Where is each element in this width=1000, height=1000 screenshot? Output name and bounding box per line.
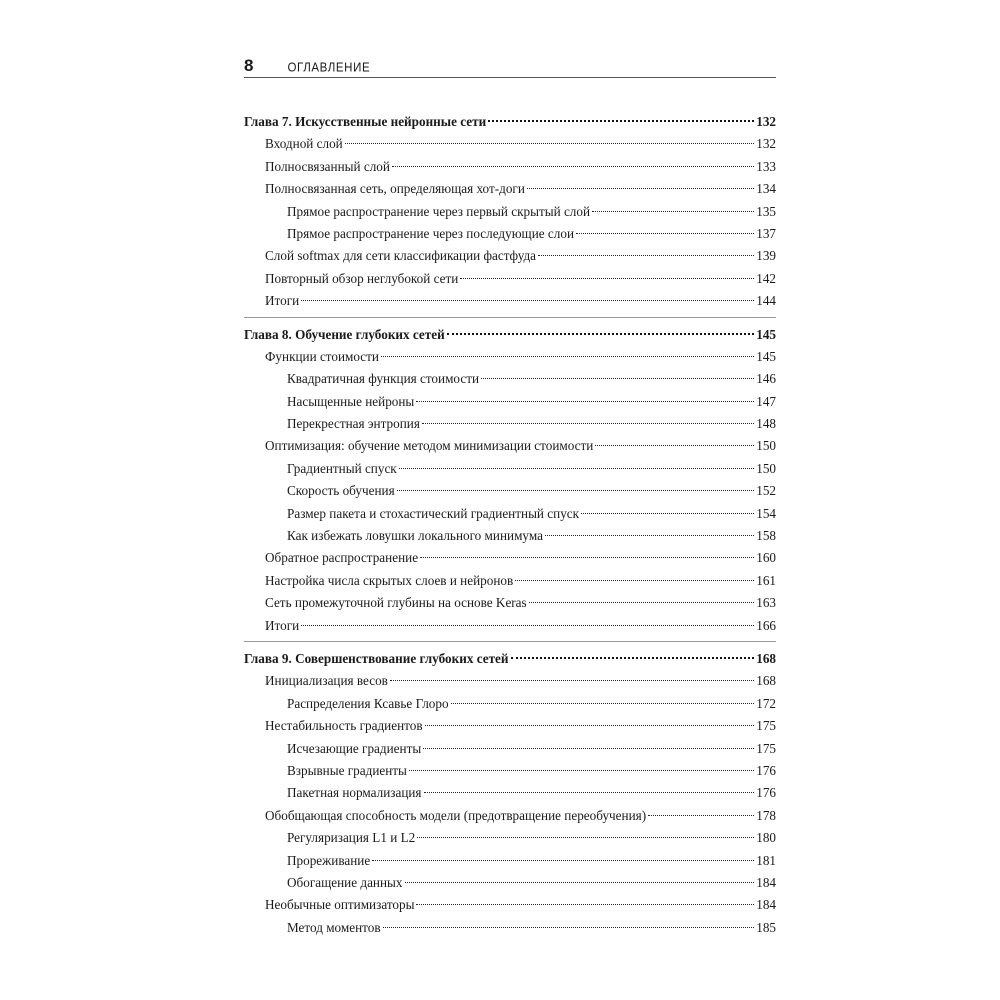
- toc-subsection-title: Перекрестная энтропия: [287, 416, 420, 432]
- toc-subsection-page: 146: [756, 371, 776, 387]
- dot-leader: [399, 468, 755, 469]
- dot-leader: [576, 233, 754, 234]
- dot-leader: [648, 815, 754, 816]
- toc-section-page: 133: [756, 158, 776, 174]
- dot-leader: [409, 770, 754, 771]
- toc-subsection: [244, 738, 776, 760]
- toc-subsection-title: Градиентный спуск: [287, 460, 397, 476]
- dot-leader: [527, 188, 754, 189]
- toc-section-title: Итоги: [265, 617, 300, 633]
- toc-subsection: [244, 223, 776, 245]
- toc-section-page: 184: [756, 897, 776, 913]
- toc-subsection: [244, 368, 776, 390]
- dot-leader: [345, 143, 754, 144]
- toc-section-title: Сеть промежуточной глубины на основе Keras: [265, 595, 527, 611]
- toc-section: [244, 894, 776, 916]
- toc-subsection-page: 180: [756, 830, 776, 846]
- toc-subsection-title: Распределения Ксавье Глоро: [287, 695, 449, 711]
- toc-section-title: Полносвязанный слой: [265, 158, 390, 174]
- dot-leader: [488, 120, 754, 122]
- dot-leader: [581, 513, 754, 514]
- toc-section-title: Инициализация весов: [265, 673, 388, 689]
- toc-subsection-title: Насыщенные нейроны: [287, 393, 415, 409]
- toc-section-title: Полносвязанная сеть, определяющая хот-доги: [265, 181, 525, 197]
- toc-section-page: 144: [756, 293, 776, 309]
- dot-leader: [390, 680, 754, 681]
- dot-leader: [301, 625, 754, 626]
- dot-leader: [405, 882, 755, 883]
- toc-subsection-page: 184: [756, 874, 776, 890]
- toc-section: [244, 592, 776, 614]
- chapter-heading-page: 145: [756, 326, 776, 342]
- toc-section-title: Входной слой: [265, 136, 343, 152]
- toc-section: [244, 715, 776, 737]
- chapter-heading-page: 168: [756, 650, 776, 666]
- toc-subsection-title: Обогащение данных: [287, 874, 403, 890]
- toc-section: [244, 290, 776, 312]
- toc-subsection-title: Прореживание: [287, 852, 371, 868]
- toc-section: [244, 435, 776, 457]
- toc-subsection: [244, 827, 776, 849]
- toc-subsection-page: 176: [756, 785, 776, 801]
- running-header: [244, 56, 776, 76]
- page-number: 8: [244, 56, 254, 75]
- dot-leader: [529, 602, 755, 603]
- toc-subsection: [244, 782, 776, 804]
- dot-leader: [538, 255, 754, 256]
- dot-leader: [383, 927, 755, 928]
- toc-section-page: 134: [756, 181, 776, 197]
- dot-leader: [511, 657, 755, 659]
- toc-section-title: Настройка числа скрытых слоев и нейронов: [265, 572, 514, 588]
- toc-subsection: [244, 917, 776, 939]
- toc-subsection: [244, 201, 776, 223]
- chapter-heading-title: Глава 7. Искусственные нейронные сети: [244, 114, 487, 129]
- dot-leader: [422, 423, 754, 424]
- toc-subsection: [244, 525, 776, 547]
- toc-subsection-title: Прямое распространение через последующие слои: [287, 225, 575, 241]
- dot-leader: [592, 211, 754, 212]
- toc-subsection-page: 175: [756, 740, 776, 756]
- toc-section-title: Нестабильность градиентов: [265, 718, 423, 734]
- chapter-heading-title: Глава 8. Обучение глубоких сетей: [244, 326, 445, 342]
- toc-section: [244, 547, 776, 569]
- dot-leader: [425, 725, 755, 726]
- dot-leader: [424, 792, 755, 793]
- toc-section-title: Оптимизация: обучение методом минимизации стоимости: [265, 438, 594, 454]
- toc-subsection: [244, 760, 776, 782]
- toc-section-page: 132: [756, 136, 776, 152]
- toc-subsection-page: 176: [756, 762, 776, 778]
- dot-leader: [481, 378, 754, 379]
- dot-leader: [423, 748, 754, 749]
- toc-subsection: [244, 503, 776, 525]
- toc-subsection: [244, 480, 776, 502]
- dot-leader: [416, 904, 754, 905]
- toc-section: [244, 268, 776, 290]
- table-of-contents: [244, 111, 776, 939]
- dot-leader: [595, 445, 754, 446]
- toc-subsection-page: 147: [756, 393, 776, 409]
- toc-subsection-title: Квадратичная функция стоимости: [287, 371, 480, 387]
- toc-section: [244, 805, 776, 827]
- toc-section: [244, 245, 776, 267]
- toc-subsection-title: Регуляризация L1 и L2: [287, 830, 416, 846]
- toc-section-page: 142: [756, 270, 776, 286]
- toc-subsection-title: Исчезающие градиенты: [287, 740, 422, 756]
- dot-leader: [460, 278, 754, 279]
- toc-section-title: Обратное распространение: [265, 550, 419, 566]
- chapter-heading-title: Глава 9. Совершенствование глубоких сетей: [244, 650, 509, 666]
- dot-leader: [451, 703, 755, 704]
- toc-subsection: [244, 458, 776, 480]
- running-title: ОГЛАВЛЕНИЕ: [287, 61, 371, 75]
- dot-leader: [515, 580, 754, 581]
- toc-section: [244, 670, 776, 692]
- toc-subsection-title: Прямое распространение через первый скрытый слой: [287, 203, 591, 219]
- toc-section-page: 145: [756, 348, 776, 364]
- dot-leader: [381, 356, 754, 357]
- toc-section-title: Слой softmax для сети классификации фастфуда: [265, 248, 537, 264]
- toc-section-title: Необычные оптимизаторы: [265, 897, 415, 913]
- toc-subsection-title: Размер пакета и стохастический градиентный спуск: [287, 505, 580, 521]
- chapter-heading: [244, 648, 776, 670]
- toc-subsection-title: Скорость обучения: [287, 483, 395, 499]
- toc-section-page: 161: [756, 572, 776, 588]
- chapter-heading-page: 132: [756, 114, 776, 129]
- toc-section-title: Функции стоимости: [265, 348, 379, 364]
- toc-subsection-title: Как избежать ловушки локального минимума: [287, 528, 543, 544]
- toc-subsection: [244, 850, 776, 872]
- toc-section: [244, 346, 776, 368]
- dot-leader: [392, 166, 754, 167]
- dot-leader: [447, 333, 755, 335]
- toc-section-page: 163: [756, 595, 776, 611]
- toc-section-title: Обобщающая способность модели (предотвращение переобучения): [265, 807, 647, 823]
- toc-section-page: 166: [756, 617, 776, 633]
- toc-section-page: 139: [756, 248, 776, 264]
- toc-section-page: 168: [756, 673, 776, 689]
- toc-section-page: 150: [756, 438, 776, 454]
- toc-section-page: 178: [756, 807, 776, 823]
- toc-subsection-title: Метод моментов: [287, 919, 381, 935]
- chapter-heading: [244, 324, 776, 346]
- toc-subsection-page: 150: [756, 460, 776, 476]
- toc-subsection: [244, 391, 776, 413]
- toc-subsection-page: 185: [756, 919, 776, 935]
- toc-section: [244, 178, 776, 200]
- dot-leader: [372, 860, 754, 861]
- toc-subsection-page: 181: [756, 852, 776, 868]
- dot-leader: [545, 535, 754, 536]
- dot-leader: [417, 837, 754, 838]
- toc-subsection-page: 137: [756, 225, 776, 241]
- toc-section: [244, 615, 776, 637]
- toc-section: [244, 156, 776, 178]
- toc-subsection-page: 158: [756, 528, 776, 544]
- toc-subsection-page: 148: [756, 416, 776, 432]
- toc-section-page: 175: [756, 718, 776, 734]
- toc-subsection-title: Взрывные градиенты: [287, 762, 407, 778]
- dot-leader: [397, 490, 755, 491]
- dot-leader: [420, 557, 754, 558]
- chapter-heading: [244, 111, 776, 133]
- toc-subsection-page: 152: [756, 483, 776, 499]
- toc-subsection-page: 135: [756, 203, 776, 219]
- dot-leader: [416, 401, 754, 402]
- toc-section-title: Повторный обзор неглубокой сети: [265, 270, 459, 286]
- toc-subsection: [244, 413, 776, 435]
- chapter-divider: [244, 317, 776, 318]
- header-rule: [244, 77, 776, 78]
- toc-subsection: [244, 872, 776, 894]
- toc-subsection-title: Пакетная нормализация: [287, 785, 422, 801]
- toc-section: [244, 133, 776, 155]
- toc-subsection-page: 172: [756, 695, 776, 711]
- toc-subsection-page: 154: [756, 505, 776, 521]
- toc-section-title: Итоги: [265, 293, 300, 309]
- toc-subsection: [244, 693, 776, 715]
- dot-leader: [301, 300, 754, 301]
- toc-section: [244, 570, 776, 592]
- toc-section-page: 160: [756, 550, 776, 566]
- chapter-divider: [244, 641, 776, 642]
